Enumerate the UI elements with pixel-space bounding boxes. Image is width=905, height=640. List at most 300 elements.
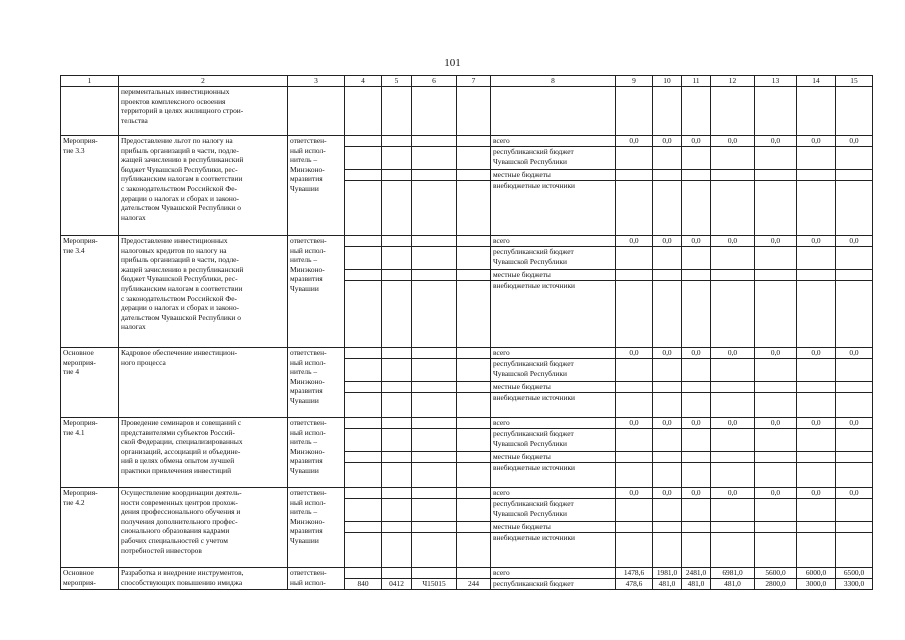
table-cell [412,499,457,522]
value-cell [682,393,711,418]
funding-source: всего [491,418,616,429]
table-cell [457,136,491,147]
table-cell [457,418,491,429]
value-cell [682,429,711,452]
value-cell [616,429,653,452]
value-cell [616,522,653,533]
header-cell: 2 [119,76,288,87]
funding-source: всего [491,348,616,359]
table-cell [382,522,412,533]
value-cell: 0,0 [653,488,682,499]
table-cell [382,429,412,452]
value-cell [797,270,836,281]
value-cell [653,452,682,463]
table-cell [382,247,412,270]
value-cell [653,463,682,488]
responsible-cell: ответствен- ный испол- нитель – Минэконо- мразвития Чувашии [288,488,345,568]
responsible-cell: ответствен- ный испол- [288,568,345,590]
table-cell [653,87,682,136]
value-cell [711,147,755,170]
table-cell [345,393,382,418]
value-cell [836,533,873,568]
value-cell [797,359,836,382]
value-cell: 0,0 [755,348,797,359]
table-cell [457,568,491,579]
value-cell [711,463,755,488]
header-cell: 3 [288,76,345,87]
value-cell: 0,0 [711,236,755,247]
funding-source: местные бюджеты [491,452,616,463]
value-cell [616,463,653,488]
value-cell [711,393,755,418]
value-cell [682,463,711,488]
value-cell [682,181,711,236]
table-cell [382,181,412,236]
value-cell [797,463,836,488]
table-cell [457,463,491,488]
table-cell [412,452,457,463]
value-cell: 481,0 [682,579,711,590]
value-cell [797,247,836,270]
value-cell: 0,0 [653,236,682,247]
value-cell [755,270,797,281]
value-cell: 0,0 [653,418,682,429]
value-cell: 0,0 [711,136,755,147]
page-number: 101 [444,57,461,69]
value-cell [682,270,711,281]
table-cell [412,382,457,393]
value-cell: 3300,0 [836,579,873,590]
table-cell [382,382,412,393]
table-row [61,568,873,579]
value-cell [682,452,711,463]
measure-title: Мероприя- тие 4.2 [61,488,119,568]
table-cell [412,247,457,270]
funding-source: местные бюджеты [491,270,616,281]
value-cell [836,270,873,281]
value-cell [711,270,755,281]
funding-source: внебюджетные источники [491,281,616,348]
value-cell [755,359,797,382]
value-cell: 0,0 [711,348,755,359]
table-cell [382,270,412,281]
funding-source: местные бюджеты [491,170,616,181]
value-cell [836,181,873,236]
value-cell [616,359,653,382]
table-cell [345,270,382,281]
value-cell [616,281,653,348]
table-cell [345,452,382,463]
value-cell [711,382,755,393]
value-cell [836,522,873,533]
value-cell [836,359,873,382]
table-cell [412,533,457,568]
value-cell: 0,0 [797,348,836,359]
value-cell: 481,0 [711,579,755,590]
description-cell: периментальных инвестиционных проектов комплексного освоения территорий в целях жилищного строи- тельства [119,87,288,136]
funding-source: республиканский бюджет Чувашской Республики [491,147,616,170]
header-cell: 8 [491,76,616,87]
value-cell: 481,0 [653,579,682,590]
header-cell: 9 [616,76,653,87]
value-cell [755,247,797,270]
table-cell [412,236,457,247]
table-cell [412,568,457,579]
value-cell: 6000,0 [797,568,836,579]
table-cell [457,429,491,452]
value-cell [755,181,797,236]
table-row [61,418,873,429]
value-cell [836,382,873,393]
responsible-cell: ответствен- ный испол- нитель – Минэконо- мразвития Чувашии [288,348,345,418]
table-cell [457,393,491,418]
table-cell [457,452,491,463]
table-cell [345,136,382,147]
table-cell: 0412 [382,579,412,590]
table-cell [457,522,491,533]
table-cell [382,170,412,181]
table-row [61,488,873,499]
table-cell [412,463,457,488]
table-cell [345,359,382,382]
header-cell: 12 [711,76,755,87]
value-cell: 0,0 [616,348,653,359]
header-cell: 10 [653,76,682,87]
value-cell: 3000,0 [797,579,836,590]
value-cell [797,170,836,181]
value-cell [653,147,682,170]
value-cell [616,499,653,522]
value-cell: 0,0 [682,418,711,429]
value-cell [755,147,797,170]
value-cell [682,382,711,393]
table-cell [345,170,382,181]
table-cell [345,236,382,247]
value-cell: 0,0 [682,488,711,499]
description-cell: Осуществление координации деятель- ности современных центров прохож- дения профессионального обучения и получения дополнительного профес- сионального образования кадрами рабочих специальностей с учетом потребностей инвесторов [119,488,288,568]
value-cell [653,359,682,382]
value-cell [836,393,873,418]
table-cell [457,359,491,382]
value-cell [836,281,873,348]
table-cell [382,418,412,429]
value-cell [653,281,682,348]
value-cell [616,452,653,463]
table-cell [797,87,836,136]
value-cell [797,393,836,418]
header-cell: 1 [61,76,119,87]
table-cell [457,147,491,170]
value-cell: 0,0 [836,348,873,359]
value-cell [797,533,836,568]
value-cell [711,452,755,463]
value-cell [755,522,797,533]
responsible-cell: ответствен- ный испол- нитель – Минэконо- мразвития Чувашии [288,136,345,236]
value-cell: 0,0 [616,418,653,429]
header-cell: 4 [345,76,382,87]
value-cell [682,499,711,522]
value-cell: 0,0 [711,488,755,499]
responsible-cell: ответствен- ный испол- нитель – Минэконо- мразвития Чувашии [288,418,345,488]
table-cell [382,359,412,382]
table-cell [382,236,412,247]
table-cell [382,87,412,136]
value-cell [682,147,711,170]
table-cell [345,568,382,579]
value-cell [711,170,755,181]
value-cell [616,247,653,270]
funding-source: внебюджетные источники [491,533,616,568]
table-cell [711,87,755,136]
value-cell: 6500,0 [836,568,873,579]
table-cell [412,181,457,236]
funding-source: республиканский бюджет Чувашской Республики [491,247,616,270]
table-cell: 840 [345,579,382,590]
funding-source: внебюджетные источники [491,393,616,418]
value-cell: 6981,0 [711,568,755,579]
value-cell: 0,0 [836,136,873,147]
value-cell: 2481,0 [682,568,711,579]
table-cell [345,488,382,499]
funding-source: внебюджетные источники [491,463,616,488]
description-cell: Предоставление льгот по налогу на прибыль организаций в части, подле- жащей зачислению в республиканский бюджет Чувашской Республики, рес- публиканским налогам в соответствии с законодательством Российской Фе- дерации о налогах и сборах и законо- дательством Чувашской Республики о налогах [119,136,288,236]
value-cell [797,429,836,452]
table-cell [345,382,382,393]
value-cell [616,533,653,568]
description-cell: Предоставление инвестиционных налоговых кредитов по налогу на прибыль организаций в части, подле- жащей зачислению в республиканский бюджет Чувашской Республики, рес- публиканским налогам в соответствии с законодательством Российской Фе- дерации о налогах и сборах и законо- дательством Чувашской Республики о налогах [119,236,288,348]
table-cell [412,136,457,147]
value-cell [797,382,836,393]
value-cell [653,393,682,418]
responsible-cell: ответствен- ный испол- нитель – Минэконо- мразвития Чувашии [288,236,345,348]
value-cell [836,170,873,181]
table-cell [382,499,412,522]
value-cell: 0,0 [836,236,873,247]
table-cell [382,393,412,418]
funding-source: внебюджетные источники [491,181,616,236]
value-cell: 0,0 [755,236,797,247]
table-cell [491,87,616,136]
value-cell [653,270,682,281]
table-cell [412,488,457,499]
measure-title: Мероприя- тие 3.3 [61,136,119,236]
value-cell [836,499,873,522]
value-cell: 0,0 [616,136,653,147]
value-cell [653,429,682,452]
table-cell [412,393,457,418]
value-cell [836,247,873,270]
funding-source: местные бюджеты [491,522,616,533]
table-cell [382,488,412,499]
table-cell [836,87,873,136]
value-cell [653,170,682,181]
value-cell [711,281,755,348]
table-cell [412,429,457,452]
table-cell [616,87,653,136]
value-cell [653,181,682,236]
table-cell [412,359,457,382]
value-cell [836,429,873,452]
table-cell [345,429,382,452]
table-cell [457,236,491,247]
table-cell [457,499,491,522]
value-cell: 0,0 [682,236,711,247]
value-cell [711,499,755,522]
header-cell: 5 [382,76,412,87]
value-cell [797,281,836,348]
value-cell: 0,0 [797,136,836,147]
value-cell [755,429,797,452]
value-cell [797,499,836,522]
value-cell: 0,0 [755,136,797,147]
table-cell [457,533,491,568]
table-cell [382,348,412,359]
value-cell [755,281,797,348]
value-cell [616,393,653,418]
measure-title: Основное мероприя- [61,568,119,590]
value-cell [711,247,755,270]
value-cell [711,429,755,452]
measure-title: Мероприя- тие 3.4 [61,236,119,348]
value-cell [682,522,711,533]
description-cell: Проведение семинаров и совещаний с представителями субъектов Россий- ской Федерации, специализированных организаций, ассоциаций и объедине- ний в целях обмена опытом лучшей практики привлечения инвестиций [119,418,288,488]
table-cell [345,181,382,236]
funding-source: всего [491,236,616,247]
table-cell [457,270,491,281]
value-cell [653,247,682,270]
value-cell [755,382,797,393]
value-cell [616,147,653,170]
value-cell [755,533,797,568]
funding-source: республиканский бюджет Чувашской Республики [491,499,616,522]
table-cell [345,281,382,348]
value-cell [755,463,797,488]
value-cell [682,281,711,348]
value-cell [836,147,873,170]
measure-title: Основное мероприя- тие 4 [61,348,119,418]
funding-source: всего [491,568,616,579]
table-cell: 244 [457,579,491,590]
value-cell [616,270,653,281]
table-cell [382,147,412,170]
table-cell [345,522,382,533]
value-cell [797,147,836,170]
value-cell [755,393,797,418]
table-cell [412,270,457,281]
value-cell [653,533,682,568]
header-row [61,76,873,87]
table-cell [345,533,382,568]
table-cell [457,281,491,348]
table-cell [412,418,457,429]
value-cell: 0,0 [653,348,682,359]
value-cell [682,359,711,382]
header-cell: 15 [836,76,873,87]
value-cell: 0,0 [836,488,873,499]
value-cell [711,533,755,568]
table-row [61,236,873,247]
value-cell: 0,0 [616,488,653,499]
table-cell [382,533,412,568]
table-cell [412,281,457,348]
value-cell: 1981,0 [653,568,682,579]
table-cell [755,87,797,136]
value-cell [653,499,682,522]
value-cell: 0,0 [616,236,653,247]
value-cell [797,522,836,533]
table-cell [412,348,457,359]
funding-source: всего [491,136,616,147]
table-row [61,348,873,359]
value-cell: 0,0 [653,136,682,147]
funding-source: республиканский бюджет Чувашской Республики [491,359,616,382]
table-cell [457,488,491,499]
value-cell: 0,0 [836,418,873,429]
value-cell [711,522,755,533]
funding-source: всего [491,488,616,499]
value-cell [616,382,653,393]
measure-title: Мероприя- тие 4.1 [61,418,119,488]
table-cell [345,87,382,136]
value-cell [711,359,755,382]
value-cell [797,452,836,463]
table-cell [382,568,412,579]
value-cell [682,247,711,270]
table-cell [457,382,491,393]
value-cell [711,181,755,236]
value-cell [836,452,873,463]
table-cell [457,87,491,136]
header-cell: 13 [755,76,797,87]
value-cell: 0,0 [797,418,836,429]
value-cell: 0,0 [797,236,836,247]
value-cell: 0,0 [755,488,797,499]
table-cell [457,181,491,236]
value-cell [836,463,873,488]
header-cell: 14 [797,76,836,87]
table-cell [382,452,412,463]
value-cell: 0,0 [682,348,711,359]
header-cell: 6 [412,76,457,87]
table-cell [457,247,491,270]
table-cell [682,87,711,136]
value-cell [616,170,653,181]
value-cell: 2800,0 [755,579,797,590]
value-cell: 0,0 [682,136,711,147]
table-cell: Ч15015 [412,579,457,590]
table-cell [61,87,119,136]
value-cell [682,533,711,568]
value-cell [653,382,682,393]
value-cell: 0,0 [755,418,797,429]
value-cell [755,170,797,181]
table-cell [457,348,491,359]
header-cell: 11 [682,76,711,87]
description-cell: Кадровое обеспечение инвестицион- ного процесса [119,348,288,418]
table-cell [382,136,412,147]
table-cell [345,463,382,488]
value-cell [616,181,653,236]
table-cell [457,170,491,181]
table-cell [382,463,412,488]
value-cell [797,181,836,236]
value-cell: 0,0 [797,488,836,499]
value-cell [755,452,797,463]
value-cell [653,522,682,533]
header-cell: 7 [457,76,491,87]
table-cell [345,499,382,522]
description-cell: Разработка и внедрение инструментов, способствующих повышению имиджа [119,568,288,590]
